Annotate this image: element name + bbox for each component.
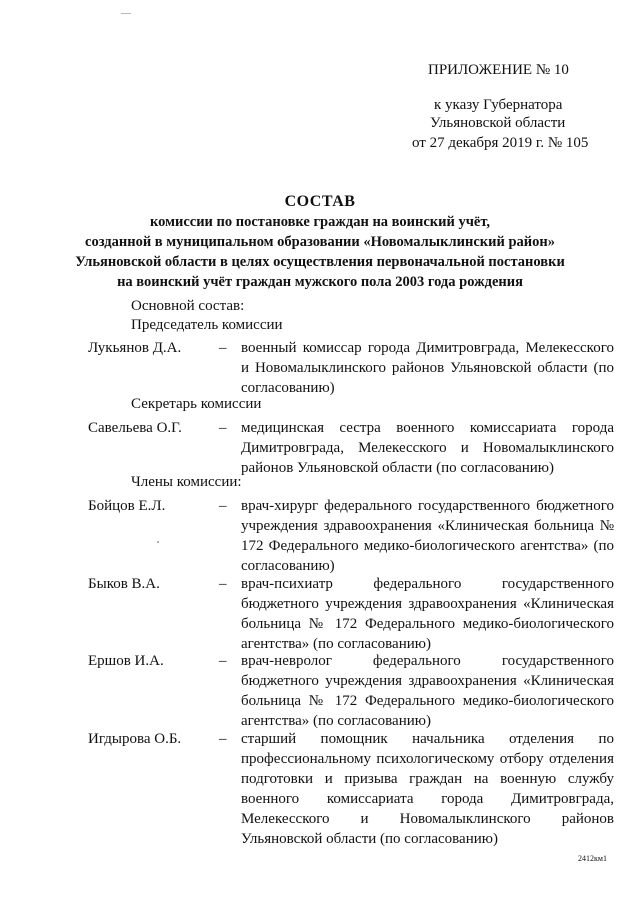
member-name: Бойцов Е.Л. (88, 498, 166, 514)
member-description: медицинская сестра военного комиссариата города Димитровграда, Мелекесского и Новомалыклинского районов Ульяновской области (по согласованию) (241, 420, 614, 476)
title-line: Ульяновской области в целях осуществления первоначальной постановки (75, 254, 565, 270)
member-name: Лукьянов Д.А. (88, 340, 182, 356)
section-main-composition: Основной состав: (131, 298, 245, 314)
section-secretary: Секретарь комиссии (131, 396, 262, 412)
member-dash: – (219, 576, 227, 592)
section-members: Члены комиссии: (131, 474, 242, 490)
decree-line-1: к указу Губернатора (434, 97, 563, 113)
section-chairman: Председатель комиссии (131, 317, 283, 333)
member-name: Ершов И.А. (88, 653, 164, 669)
member-name: Игдырова О.Б. (88, 731, 182, 747)
document-code: 2412км1 (578, 854, 607, 863)
scan-artifact (121, 13, 131, 14)
member-dash: – (219, 420, 227, 436)
member-dash: – (219, 498, 227, 514)
decree-line-2: Ульяновской области (430, 115, 566, 131)
member-name: Быков В.А. (88, 576, 160, 592)
title-line: на воинский учёт граждан мужского пола 2003 года рождения (117, 274, 523, 290)
appendix-number: ПРИЛОЖЕНИЕ № 10 (428, 62, 569, 78)
member-dash: – (219, 340, 227, 356)
member-dash: – (219, 653, 227, 669)
scan-artifact (157, 541, 159, 543)
member-dash: – (219, 731, 227, 747)
member-description: старший помощник начальника отделения по профессиональному психологическому отбору отделения подготовки и призыва граждан на военную службу военного комиссариата города Димитровграда, Мелекесского и Новомалыклинского районов Ульяновской области (по согласованию) (241, 731, 614, 847)
title-line: комиссии по постановке граждан на воинский учёт, (149, 214, 491, 230)
title-line: созданной в муниципальном образовании «Новомалыклинский район» (85, 234, 555, 250)
member-description: врач-невролог федерального государственного бюджетного учреждения здравоохранения «Клиническая больница № 172 Федерального медико-биологического агентства» (по согласованию) (241, 653, 614, 729)
member-name: Савельева О.Г. (88, 420, 182, 436)
member-description: военный комиссар города Димитровграда, Мелекесского и Новомалыклинского районов Ульяновской области (по согласованию) (241, 340, 614, 396)
member-description: врач-хирург федерального государственного бюджетного учреждения здравоохранения «Клиническая больница № 172 Федерального медико-биологического агентства» (по согласованию) (241, 498, 614, 574)
document-title (0, 192, 640, 292)
title-main: СОСТАВ (284, 193, 356, 210)
decree-date: от 27 декабря 2019 г. № 105 (412, 135, 589, 151)
member-description: врач-психиатр федерального государственного бюджетного учреждения здравоохранения «Клиническая больница № 172 Федерального медико-биологического агентства» (по согласованию) (241, 576, 614, 652)
